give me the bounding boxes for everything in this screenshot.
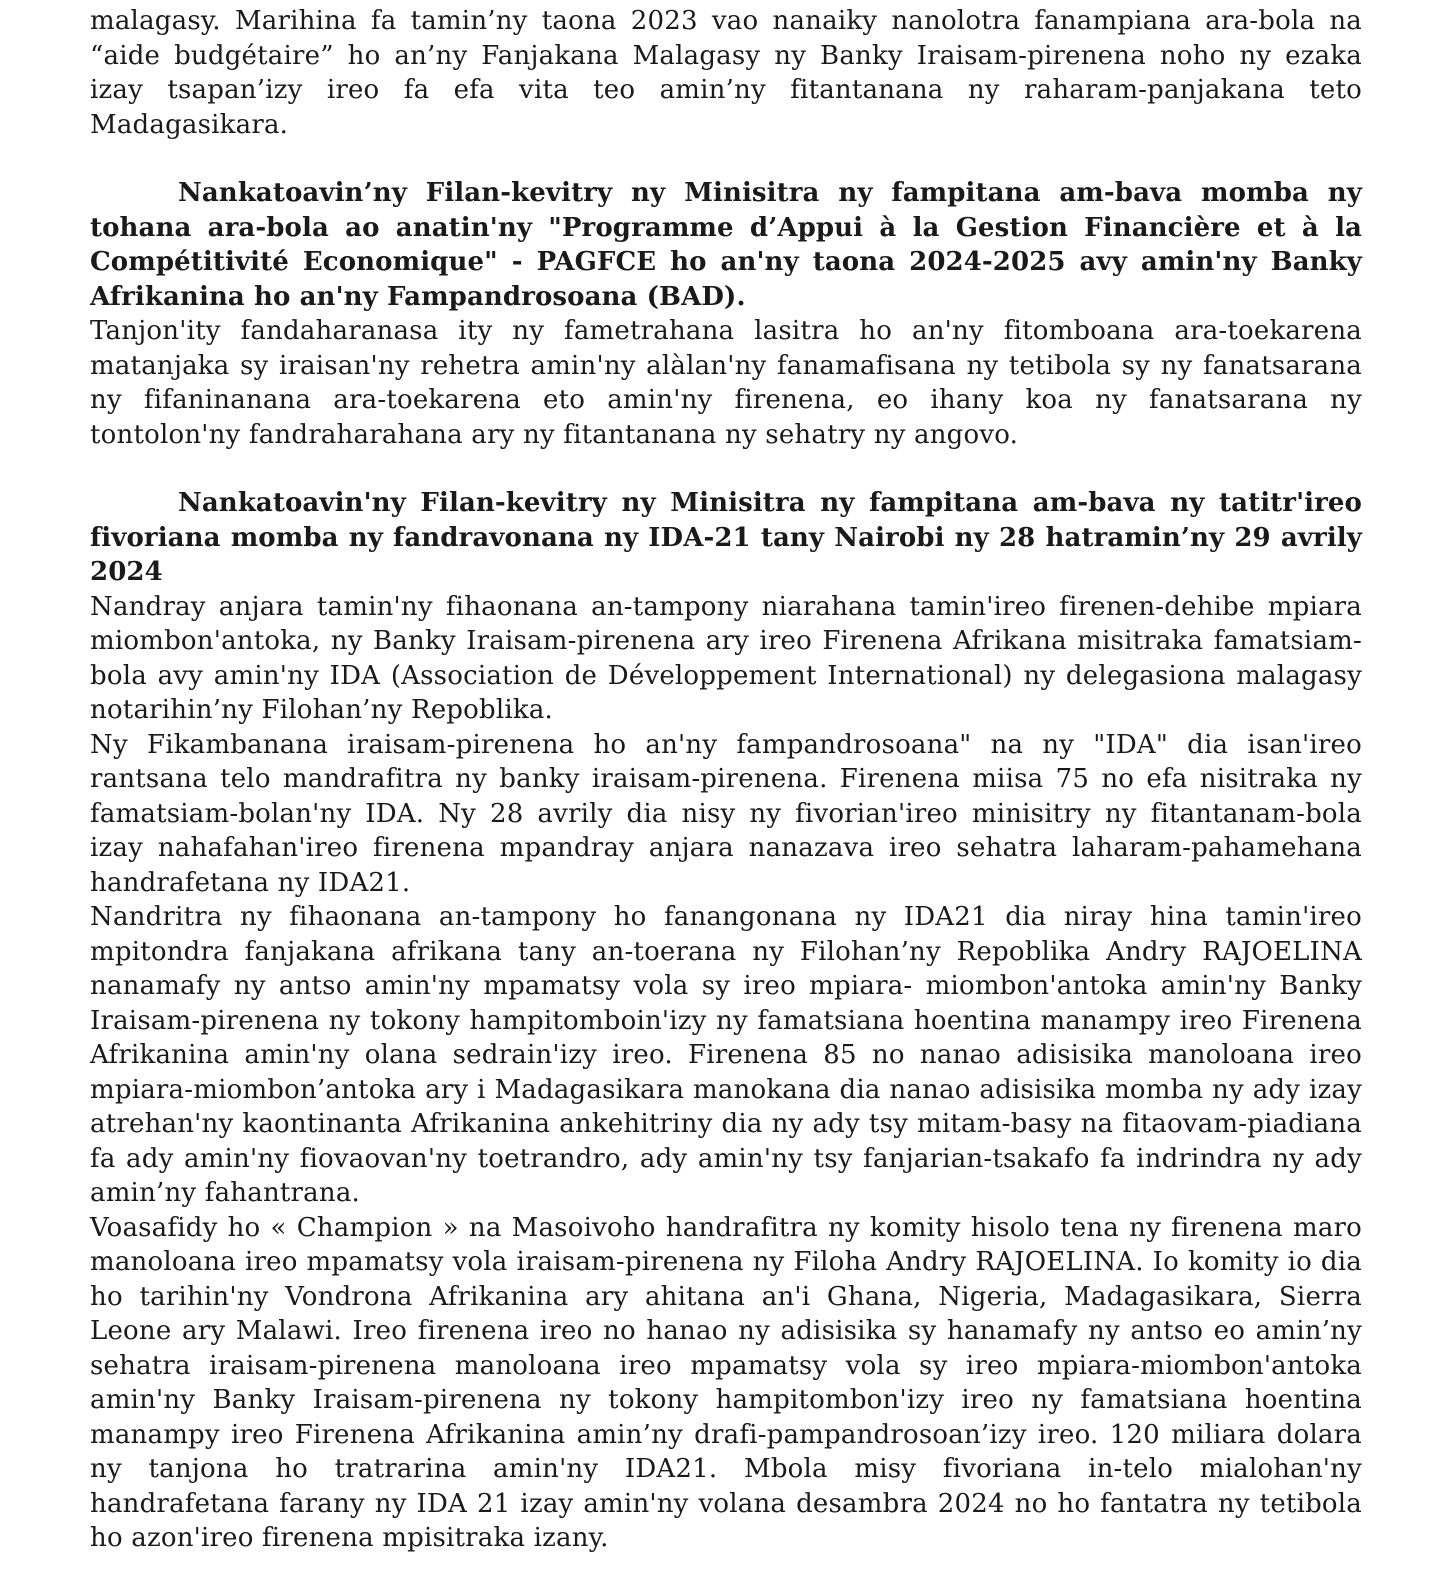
body-paragraph: Tanjon'ity fandaharanasa ity ny fametrahana lasitra ho an'ny fitomboana ara-toekarena matanjaka sy iraisan'ny rehetra amin'ny alàlan'ny fanamafisana ny tetibola sy ny fanatsarana ny fifaninanana ara-toekarena eto amin'ny firenena, eo ihany koa ny fanatsarana ny tontolon'ny fandraharahana ary ny fitantanana ny sehatry ny angovo. [90, 316, 1362, 450]
intro-paragraph: malagasy. Marihina fa tamin’ny taona 2023 vao nanaiky nanolotra fanampiana ara-bola na “aide budgétaire” ho an’ny Fanjakana Malagasy ny Banky Iraisam-pirenena noho ny ezaka izay tsapan’izy ireo fa efa vita teo amin’ny fitantanana ny raharam-panjakana teto Madagasikara. [90, 6, 1362, 140]
body-paragraph: Ny Fikambanana iraisam-pirenena ho an'ny fampandrosoana" na ny "IDA" dia isan'ireo rantsana telo mandrafitra ny banky iraisam-pirenena. Firenena miisa 75 no efa nisitraka ny famatsiam-bolan'ny IDA. Ny 28 avrily dia nisy ny fivorian'ireo minisitry ny fitantanam-bola izay nahafahan'ireo firenena mpandray anjara nanazava ireo sehatra laharam-pahamehana handrafetana ny IDA21. [90, 729, 1362, 898]
section-heading: Nankatoavin'ny Filan-kevitry ny Minisitra ny fampitana am-bava ny tatitr'ireo fivoriana momba ny fandravonana ny IDA-21 tany Nairobi ny 28 hatramin’ny 29 avrily 2024 [90, 488, 1362, 587]
document-page [90, 4, 1362, 1556]
body-paragraph: Voasafidy ho « Champion » na Masoivoho handrafitra ny komity hisolo tena ny firenena maro manoloana ireo mpamatsy vola iraisam-pirenena ny Filoha Andry RAJOELINA. Io komity io dia ho tarihin'ny Vondrona Afrikanina ary ahitana an'i Ghana, Nigeria, Madagasikara, Sierra Leone ary Malawi. Ireo firenena ireo no hanao ny adisisika sy hanamafy ny antso eo amin’ny sehatra iraisam-pirenena manoloana ireo mpamatsy vola sy ireo mpiara-miombon'antoka amin'ny Banky Iraisam-pirenena ny tokony hampitombon'izy ireo ny famatsiana hoentina manampy ireo Firenena Afrikanina amin’ny drafi-pampandrosoan’izy ireo. 120 miliara dolara ny tanjona ho tratrarina amin'ny IDA21. Mbola misy fivoriana in-telo mialohan'ny handrafetana farany ny IDA 21 izay amin'ny volana desambra 2024 no ho fantatra ny tetibola ho azon'ireo firenena mpisitraka izany. [90, 1212, 1362, 1553]
section-heading: Nankatoavin’ny Filan-kevitry ny Minisitra ny fampitana am-bava momba ny tohana ara-bola ao anatin'ny "Programme d’Appui à la Gestion Financière et à la Compétitivité Economique" - PAGFCE ho an'ny taona 2024-2025 avy amin'ny Banky Afrikanina ho an'ny Fampandrosoana (BAD). [90, 178, 1362, 312]
body-paragraph: Nandray anjara tamin'ny fihaonana an-tampony niarahana tamin'ireo firenen-dehibe mpiara miombon'antoka, ny Banky Iraisam-pirenena ary ireo Firenena Afrikana misitraka famatsiam-bola avy amin'ny IDA (Association de Développement International) ny delegasiona malagasy notarihin’ny Filohan’ny Repoblika. [90, 591, 1362, 725]
section-pagfce [90, 176, 1362, 452]
section-spacer [90, 452, 1362, 486]
section-ida21 [90, 486, 1362, 1556]
body-paragraph: Nandritra ny fihaonana an-tampony ho fanangonana ny IDA21 dia niray hina tamin'ireo mpitondra fanjakana afrikana tany an-toerana ny Filohan’ny Repoblika Andry RAJOELINA nanamafy ny antso amin'ny mpamatsy vola sy ireo mpiara- miombon'antoka amin'ny Banky Iraisam-pirenena ny tokony hampitomboin'izy ny famatsiana hoentina manampy ireo Firenena Afrikanina amin'ny olana sedrain'izy ireo. Firenena 85 no nanao adisisika manoloana ireo mpiara-miombon’antoka ary i Madagasikara manokana dia nanao adisisika momba ny ady izay atrehan'ny kaontinanta Afrikanina ankehitriny dia ny ady tsy mitam-basy na fitaovam-piadiana fa ady amin'ny fiovaovan'ny toetrandro, ady amin'ny tsy fanjarian-tsakafo fa indrindra ny ady amin’ny fahantrana. [90, 902, 1362, 1208]
section-spacer [90, 142, 1362, 176]
